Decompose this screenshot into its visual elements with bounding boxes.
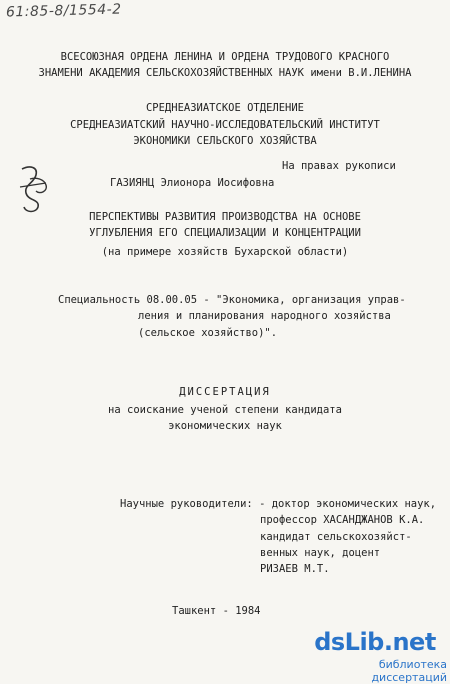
dslib-watermark[interactable] [303,628,447,684]
dissertation-heading: ДИССЕРТАЦИЯ [179,386,271,398]
archive-stamp: 61:85-8/1554-2 [5,1,122,21]
degree-line-2: экономических наук [168,420,282,432]
org-line-2: ЗНАМЕНИ АКАДЕМИЯ СЕЛЬСКОХОЗЯЙСТВЕННЫХ НАУК имени В.И.ЛЕНИНА [38,67,412,79]
thesis-title-line-3: (на примере хозяйств Бухарской области) [101,246,349,258]
signature-icon [16,161,52,215]
manuscript-rights: На правах рукописи [282,160,396,172]
supervisor-2-line-1: кандидат сельскохозяйст- [260,531,412,543]
supervisor-2-name: РИЗАЕВ М.Т. [260,563,330,575]
dept-line-3: ЭКОНОМИКИ СЕЛЬСКОГО ХОЗЯЙСТВА [133,135,317,147]
org-line-1: ВСЕСОЮЗНАЯ ОРДЕНА ЛЕНИНА И ОРДЕНА ТРУДОВОГО КРАСНОГО [60,51,390,63]
dept-line-1: СРЕДНЕАЗИАТСКОЕ ОТДЕЛЕНИЕ [145,102,305,114]
supervisors-line-1: Научные руководители: - доктор экономических наук, [120,498,437,510]
degree-line-1: на соискание ученой степени кандидата [108,404,342,416]
thesis-title-line-2: УГЛУБЛЕНИЯ ЕГО СПЕЦИАЛИЗАЦИИ И КОНЦЕНТРАЦИИ [89,227,361,239]
dept-line-2: СРЕДНЕАЗИАТСКИЙ НАУЧНО-ИССЛЕДОВАТЕЛЬСКИЙ ИНСТИТУТ [70,119,380,131]
specialty-line-1: Специальность 08.00.05 - "Экономика, организация управ- [58,294,406,306]
supervisor-1-name: профессор ХАСАНДЖАНОВ К.А. [260,514,425,526]
author-name: ГАЗИЯНЦ Элионора Иосифовна [110,177,275,189]
specialty-line-3: (сельское хозяйство)". [138,327,278,339]
place-and-year: Ташкент - 1984 [172,605,261,617]
dslib-logo: dsLib.net [314,628,436,656]
dslib-subtitle: библиотека диссертаций [371,658,447,684]
supervisor-2-line-2: венных наук, доцент [260,547,381,559]
thesis-title-line-1: ПЕРСПЕКТИВЫ РАЗВИТИЯ ПРОИЗВОДСТВА НА ОСНОВЕ [89,211,361,223]
specialty-line-2: ления и планирования народного хозяйства [138,310,391,322]
